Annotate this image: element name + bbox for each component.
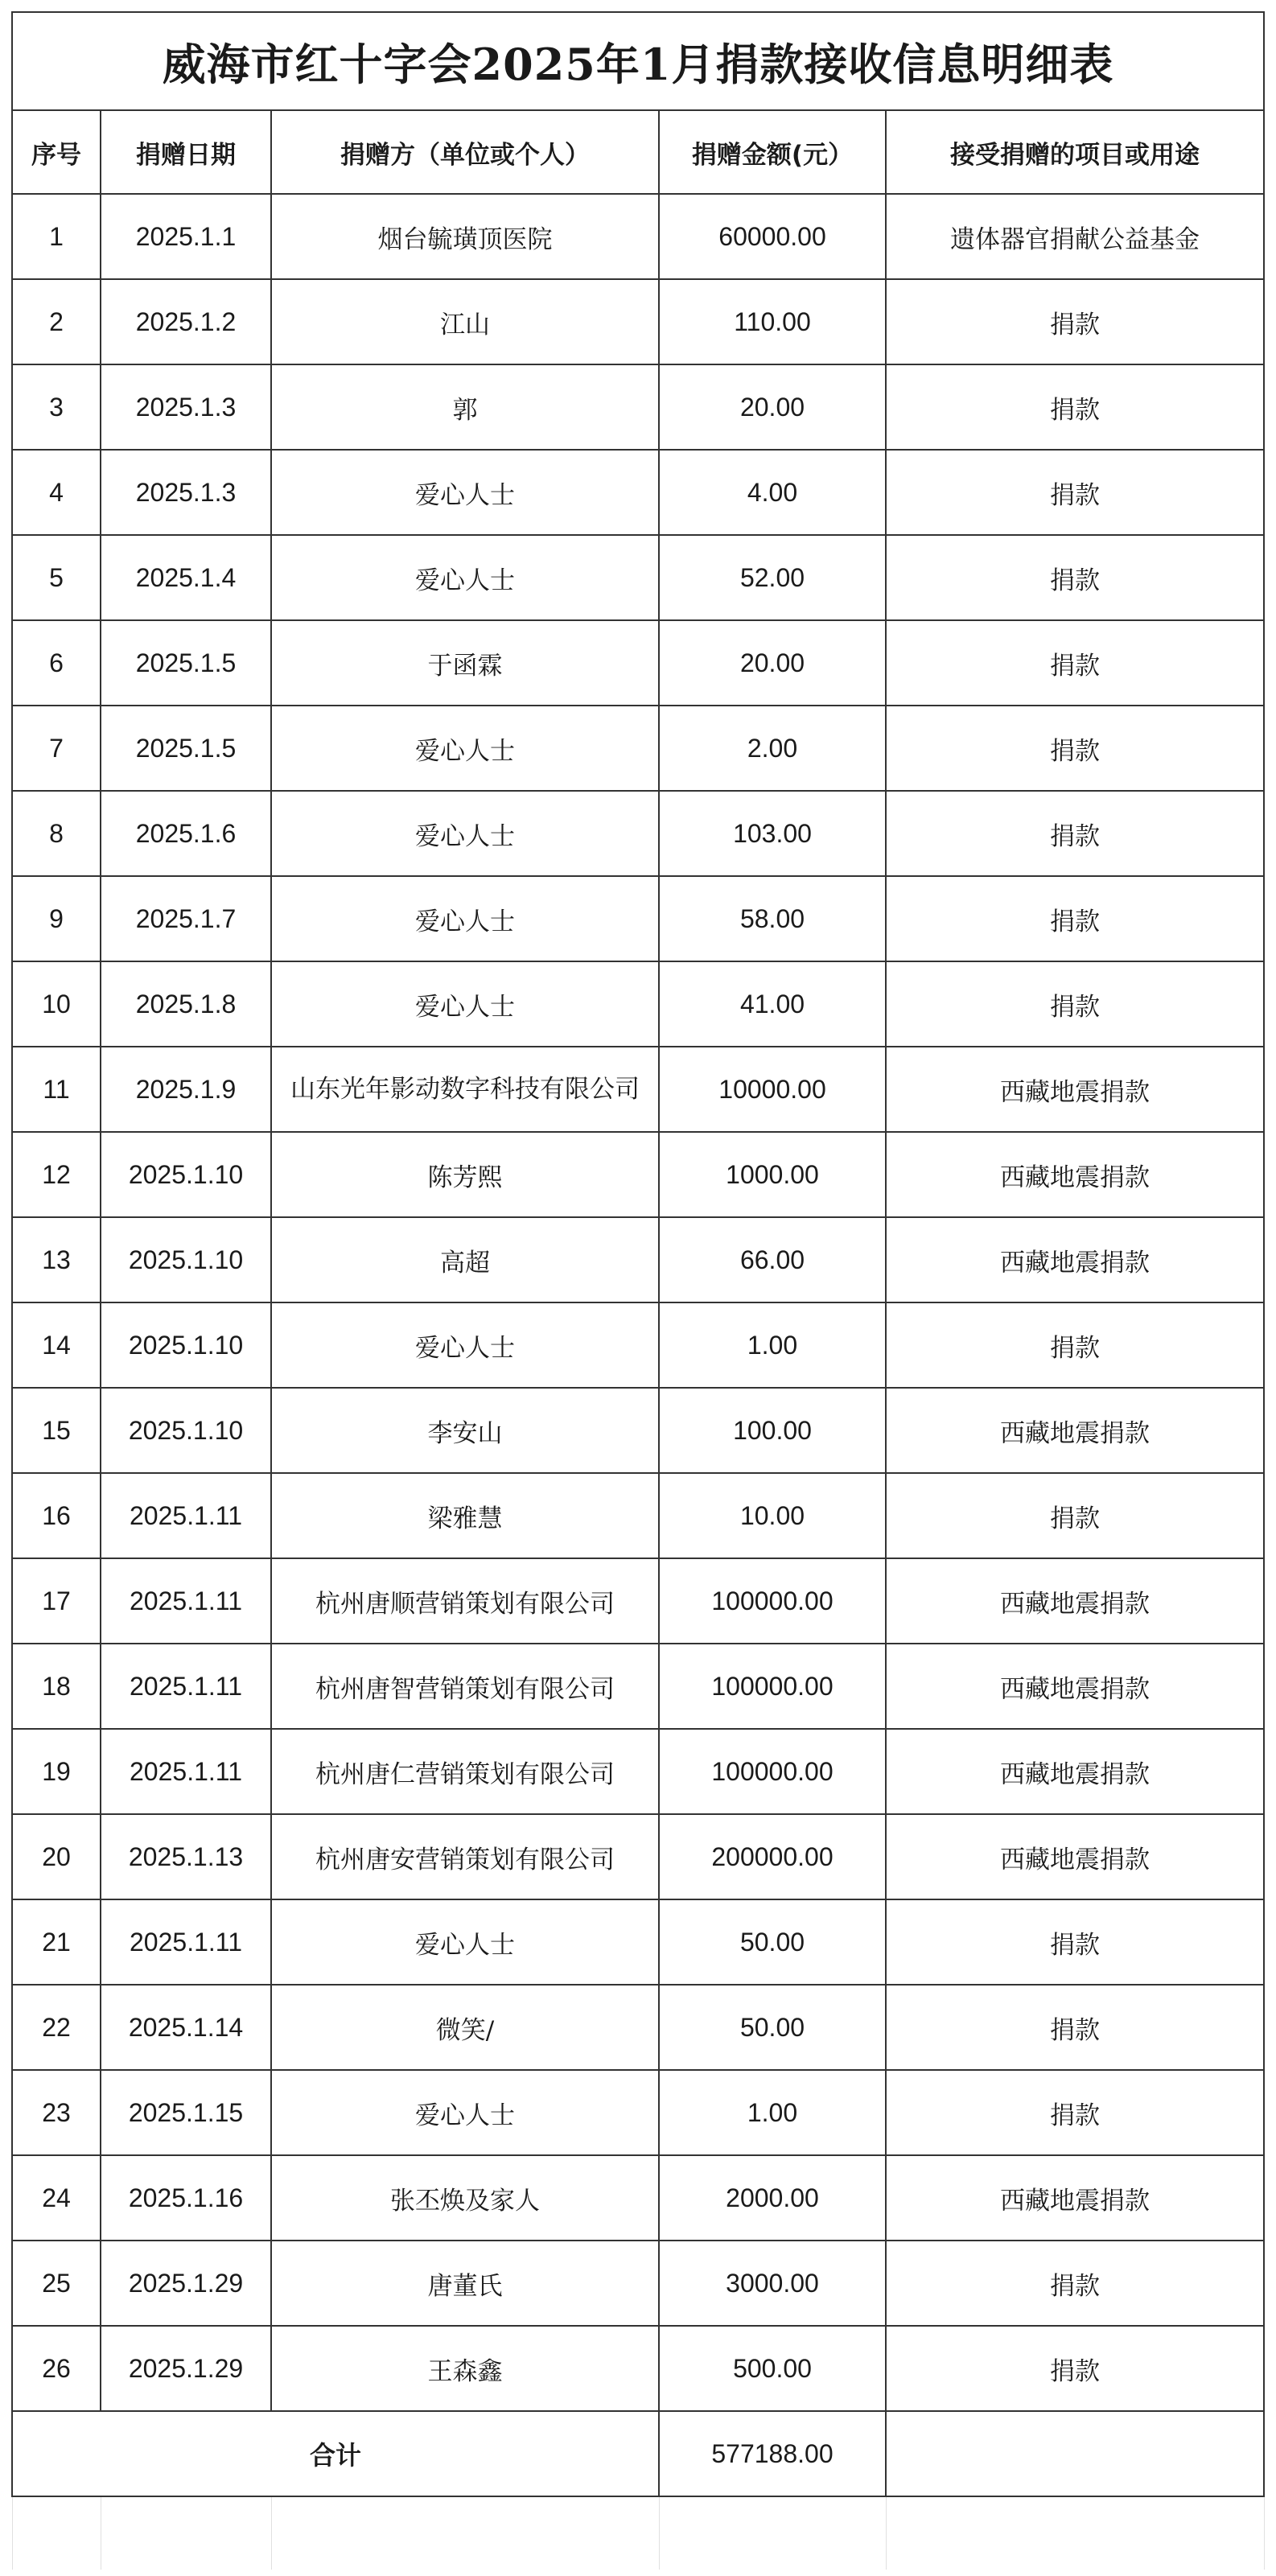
cell-index: 18 xyxy=(12,1644,101,1729)
cell-amount: 20.00 xyxy=(659,364,886,450)
cell-index: 12 xyxy=(12,1132,101,1217)
cell-purpose: 捐款 xyxy=(886,450,1264,535)
table-row xyxy=(12,194,1264,279)
cell-date: 2025.1.10 xyxy=(101,1388,271,1473)
cell-donor: 杭州唐智营销策划有限公司 xyxy=(271,1644,659,1729)
table-row xyxy=(12,279,1264,364)
cell-purpose: 捐款 xyxy=(886,876,1264,961)
table-title: 威海市红十字会2025年1月捐款接收信息明细表 xyxy=(12,12,1264,110)
table-row xyxy=(12,2155,1264,2241)
cell-amount: 66.00 xyxy=(659,1217,886,1302)
cell-amount: 50.00 xyxy=(659,1985,886,2070)
cell-index: 17 xyxy=(12,1558,101,1644)
cell-donor: 爱心人士 xyxy=(271,706,659,791)
cell-donor: 爱心人士 xyxy=(271,961,659,1047)
cell-index: 11 xyxy=(12,1047,101,1132)
cell-donor: 梁雅慧 xyxy=(271,1473,659,1558)
blank-row xyxy=(12,2496,1264,2570)
header-amount: 捐赠金额(元） xyxy=(659,110,886,194)
cell-donor: 杭州唐顺营销策划有限公司 xyxy=(271,1558,659,1644)
cell-amount: 60000.00 xyxy=(659,194,886,279)
cell-date: 2025.1.29 xyxy=(101,2241,271,2326)
header-row xyxy=(12,110,1264,194)
cell-donor: 爱心人士 xyxy=(271,2070,659,2155)
cell-date: 2025.1.10 xyxy=(101,1132,271,1217)
cell-purpose: 捐款 xyxy=(886,279,1264,364)
table-row xyxy=(12,1644,1264,1729)
cell-donor: 李安山 xyxy=(271,1388,659,1473)
cell-date: 2025.1.11 xyxy=(101,1899,271,1985)
cell-index: 23 xyxy=(12,2070,101,2155)
cell-purpose: 西藏地震捐款 xyxy=(886,1729,1264,1814)
cell-index: 24 xyxy=(12,2155,101,2241)
cell-index: 5 xyxy=(12,535,101,620)
cell-index: 8 xyxy=(12,791,101,876)
cell-donor: 于函霖 xyxy=(271,620,659,706)
table-row xyxy=(12,1473,1264,1558)
cell-purpose: 捐款 xyxy=(886,2241,1264,2326)
cell-date: 2025.1.7 xyxy=(101,876,271,961)
cell-amount: 103.00 xyxy=(659,791,886,876)
cell-date: 2025.1.11 xyxy=(101,1644,271,1729)
cell-purpose: 西藏地震捐款 xyxy=(886,1047,1264,1132)
cell-purpose: 捐款 xyxy=(886,620,1264,706)
cell-amount: 100.00 xyxy=(659,1388,886,1473)
cell-purpose: 捐款 xyxy=(886,706,1264,791)
cell-amount: 100000.00 xyxy=(659,1729,886,1814)
cell-index: 9 xyxy=(12,876,101,961)
cell-amount: 1.00 xyxy=(659,1302,886,1388)
cell-date: 2025.1.2 xyxy=(101,279,271,364)
cell-donor: 爱心人士 xyxy=(271,1302,659,1388)
header-purpose: 接受捐赠的项目或用途 xyxy=(886,110,1264,194)
cell-date: 2025.1.5 xyxy=(101,620,271,706)
cell-date: 2025.1.15 xyxy=(101,2070,271,2155)
cell-purpose: 捐款 xyxy=(886,961,1264,1047)
cell-donor: 王森鑫 xyxy=(271,2326,659,2411)
cell-purpose: 遗体器官捐献公益基金 xyxy=(886,194,1264,279)
table-row xyxy=(12,961,1264,1047)
cell-purpose: 捐款 xyxy=(886,1302,1264,1388)
donation-table xyxy=(11,11,1265,2570)
header-date: 捐赠日期 xyxy=(101,110,271,194)
cell-index: 13 xyxy=(12,1217,101,1302)
cell-date: 2025.1.10 xyxy=(101,1302,271,1388)
cell-index: 20 xyxy=(12,1814,101,1899)
total-label: 合计 xyxy=(12,2411,659,2496)
cell-index: 6 xyxy=(12,620,101,706)
cell-amount: 2000.00 xyxy=(659,2155,886,2241)
table-row xyxy=(12,706,1264,791)
table-row xyxy=(12,876,1264,961)
cell-purpose: 西藏地震捐款 xyxy=(886,1814,1264,1899)
cell-donor: 烟台毓璜顶医院 xyxy=(271,194,659,279)
cell-index: 4 xyxy=(12,450,101,535)
cell-index: 7 xyxy=(12,706,101,791)
cell-amount: 110.00 xyxy=(659,279,886,364)
cell-date: 2025.1.3 xyxy=(101,364,271,450)
cell-index: 3 xyxy=(12,364,101,450)
table-row xyxy=(12,791,1264,876)
cell-amount: 20.00 xyxy=(659,620,886,706)
cell-date: 2025.1.1 xyxy=(101,194,271,279)
cell-donor: 爱心人士 xyxy=(271,876,659,961)
table-row xyxy=(12,535,1264,620)
blank-cell xyxy=(659,2496,886,2570)
cell-purpose: 捐款 xyxy=(886,1985,1264,2070)
header-index: 序号 xyxy=(12,110,101,194)
cell-index: 1 xyxy=(12,194,101,279)
cell-date: 2025.1.14 xyxy=(101,1985,271,2070)
cell-date: 2025.1.9 xyxy=(101,1047,271,1132)
blank-cell xyxy=(271,2496,659,2570)
cell-donor: 郭 xyxy=(271,364,659,450)
cell-donor: 杭州唐安营销策划有限公司 xyxy=(271,1814,659,1899)
cell-date: 2025.1.11 xyxy=(101,1729,271,1814)
cell-purpose: 捐款 xyxy=(886,2326,1264,2411)
table-row xyxy=(12,1047,1264,1132)
cell-donor: 杭州唐仁营销策划有限公司 xyxy=(271,1729,659,1814)
cell-index: 26 xyxy=(12,2326,101,2411)
cell-amount: 4.00 xyxy=(659,450,886,535)
cell-index: 21 xyxy=(12,1899,101,1985)
cell-amount: 41.00 xyxy=(659,961,886,1047)
cell-amount: 100000.00 xyxy=(659,1558,886,1644)
cell-purpose: 捐款 xyxy=(886,1899,1264,1985)
cell-amount: 200000.00 xyxy=(659,1814,886,1899)
table-row xyxy=(12,450,1264,535)
total-amount: 577188.00 xyxy=(659,2411,886,2496)
cell-date: 2025.1.6 xyxy=(101,791,271,876)
cell-date: 2025.1.4 xyxy=(101,535,271,620)
cell-date: 2025.1.11 xyxy=(101,1473,271,1558)
header-donor: 捐赠方（单位或个人） xyxy=(271,110,659,194)
table-row xyxy=(12,2241,1264,2326)
cell-amount: 2.00 xyxy=(659,706,886,791)
table-row xyxy=(12,1217,1264,1302)
cell-index: 16 xyxy=(12,1473,101,1558)
cell-index: 25 xyxy=(12,2241,101,2326)
cell-donor: 陈芳熙 xyxy=(271,1132,659,1217)
total-row xyxy=(12,2411,1264,2496)
cell-date: 2025.1.10 xyxy=(101,1217,271,1302)
donation-sheet xyxy=(11,11,1263,2570)
cell-donor: 唐董氏 xyxy=(271,2241,659,2326)
cell-index: 10 xyxy=(12,961,101,1047)
table-row xyxy=(12,1558,1264,1644)
cell-donor: 爱心人士 xyxy=(271,1899,659,1985)
cell-purpose: 捐款 xyxy=(886,364,1264,450)
table-row xyxy=(12,1388,1264,1473)
cell-amount: 50.00 xyxy=(659,1899,886,1985)
cell-index: 2 xyxy=(12,279,101,364)
cell-purpose: 捐款 xyxy=(886,791,1264,876)
cell-amount: 100000.00 xyxy=(659,1644,886,1729)
cell-purpose: 西藏地震捐款 xyxy=(886,2155,1264,2241)
blank-cell xyxy=(886,2496,1264,2570)
table-row xyxy=(12,2326,1264,2411)
cell-date: 2025.1.5 xyxy=(101,706,271,791)
table-row xyxy=(12,1985,1264,2070)
cell-purpose: 西藏地震捐款 xyxy=(886,1217,1264,1302)
cell-donor: 爱心人士 xyxy=(271,450,659,535)
blank-cell xyxy=(101,2496,271,2570)
cell-donor: 高超 xyxy=(271,1217,659,1302)
table-row xyxy=(12,1302,1264,1388)
cell-purpose: 西藏地震捐款 xyxy=(886,1388,1264,1473)
cell-purpose: 西藏地震捐款 xyxy=(886,1558,1264,1644)
cell-date: 2025.1.8 xyxy=(101,961,271,1047)
cell-donor: 张丕焕及家人 xyxy=(271,2155,659,2241)
blank-cell xyxy=(12,2496,101,2570)
table-row xyxy=(12,1729,1264,1814)
cell-donor: 爱心人士 xyxy=(271,791,659,876)
cell-purpose: 捐款 xyxy=(886,535,1264,620)
table-row xyxy=(12,1899,1264,1985)
cell-donor: 爱心人士 xyxy=(271,535,659,620)
cell-donor: 山东光年影动数字科技有限公司 xyxy=(271,1047,659,1132)
cell-date: 2025.1.13 xyxy=(101,1814,271,1899)
cell-date: 2025.1.3 xyxy=(101,450,271,535)
cell-amount: 1.00 xyxy=(659,2070,886,2155)
cell-index: 14 xyxy=(12,1302,101,1388)
total-purpose-empty xyxy=(886,2411,1264,2496)
cell-amount: 52.00 xyxy=(659,535,886,620)
table-row xyxy=(12,1132,1264,1217)
table-row xyxy=(12,1814,1264,1899)
cell-date: 2025.1.29 xyxy=(101,2326,271,2411)
cell-date: 2025.1.11 xyxy=(101,1558,271,1644)
cell-amount: 3000.00 xyxy=(659,2241,886,2326)
cell-purpose: 西藏地震捐款 xyxy=(886,1132,1264,1217)
cell-purpose: 西藏地震捐款 xyxy=(886,1644,1264,1729)
cell-amount: 500.00 xyxy=(659,2326,886,2411)
cell-donor: 江山 xyxy=(271,279,659,364)
cell-amount: 1000.00 xyxy=(659,1132,886,1217)
cell-index: 15 xyxy=(12,1388,101,1473)
cell-date: 2025.1.16 xyxy=(101,2155,271,2241)
table-row xyxy=(12,364,1264,450)
cell-amount: 10.00 xyxy=(659,1473,886,1558)
cell-donor: 微笑/ xyxy=(271,1985,659,2070)
cell-amount: 58.00 xyxy=(659,876,886,961)
cell-purpose: 捐款 xyxy=(886,2070,1264,2155)
cell-index: 19 xyxy=(12,1729,101,1814)
table-row xyxy=(12,2070,1264,2155)
cell-amount: 10000.00 xyxy=(659,1047,886,1132)
cell-purpose: 捐款 xyxy=(886,1473,1264,1558)
table-row xyxy=(12,620,1264,706)
cell-index: 22 xyxy=(12,1985,101,2070)
